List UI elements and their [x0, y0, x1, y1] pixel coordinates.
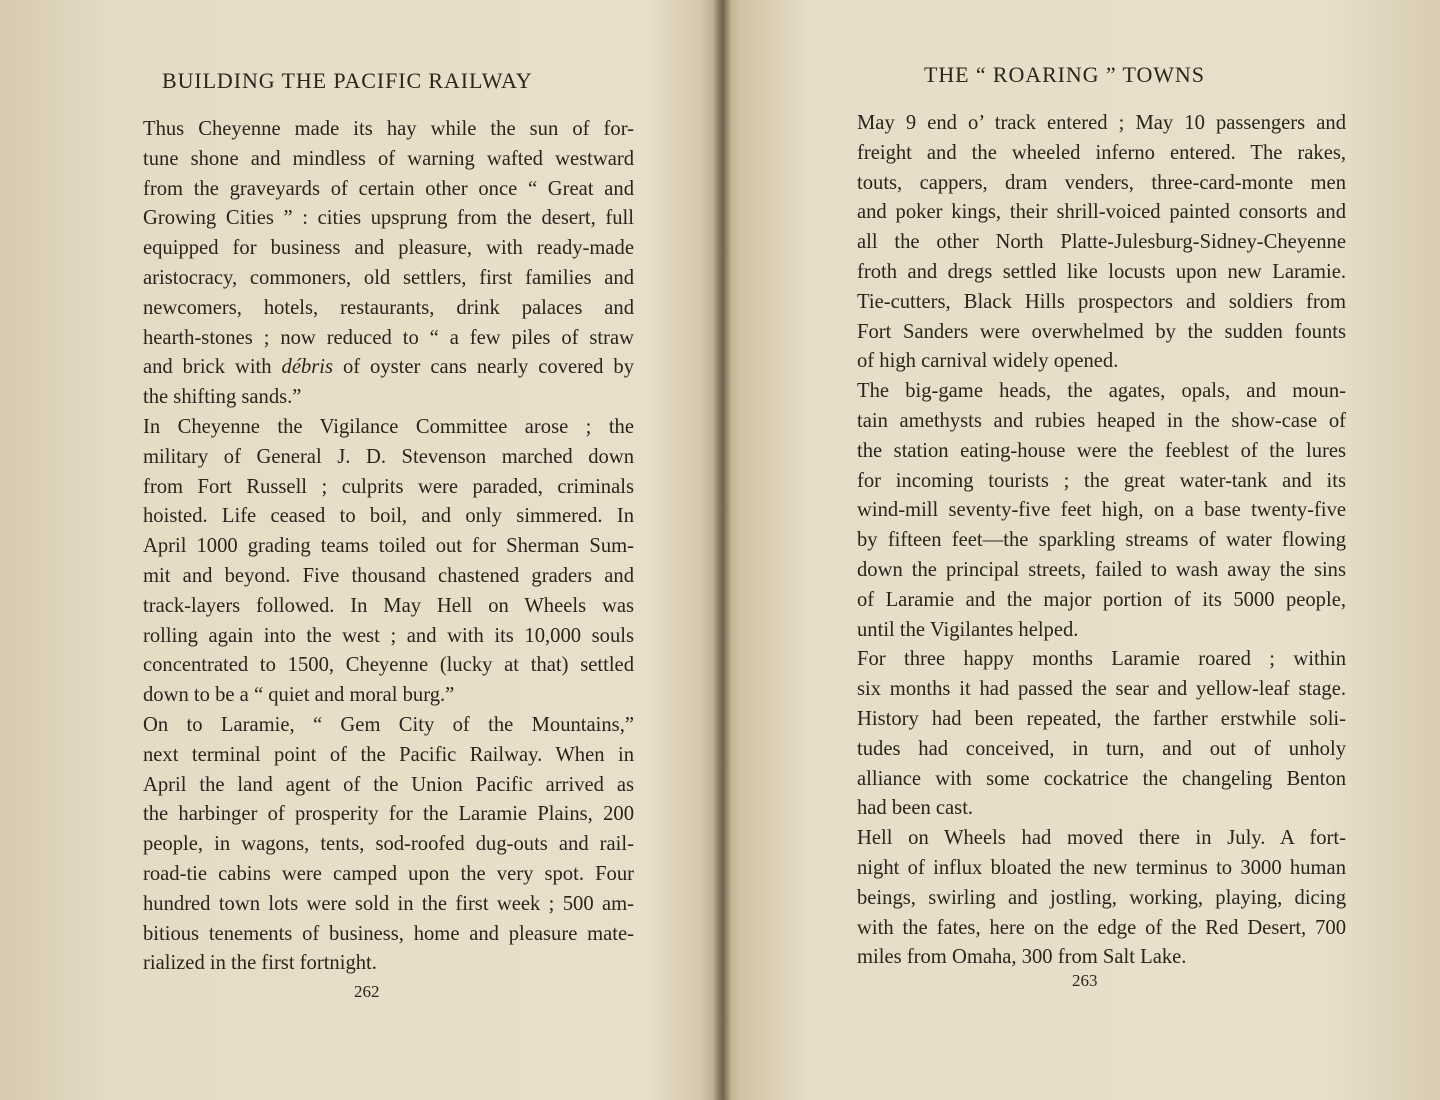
text-line: Growing Cities ” : cities upsprung from the desert, full — [143, 207, 634, 230]
left-paragraph-1 — [107, 115, 634, 413]
text-line: alliance with some cockatrice the changeling Benton — [857, 767, 1346, 790]
text-line: until the Vigilantes helped. — [857, 618, 1079, 641]
text-line: of high carnival widely opened. — [857, 350, 1119, 373]
text-line: April the land agent of the Union Pacific arrived as — [143, 773, 634, 796]
text-line: with the fates, here on the edge of the Red Desert, 700 — [857, 916, 1346, 939]
text-line: next terminal point of the Pacific Railway. When in — [143, 743, 634, 766]
text-line: down to be a “ quiet and moral burg.” — [143, 684, 455, 707]
text-line: For three happy months Laramie roared ; within — [857, 648, 1346, 671]
text-line: had been cast. — [857, 797, 974, 820]
text-line: road-tie cabins were camped upon the very spot. Four — [143, 862, 634, 885]
text-line: military of General J. D. Stevenson marched down — [143, 445, 634, 468]
text-line: and brick with débris of oyster cans nearly covered by — [143, 356, 634, 379]
left-running-head: BUILDING THE PACIFIC RAILWAY — [162, 68, 533, 93]
text-line: the shifting sands.” — [143, 386, 302, 409]
text-line: froth and dregs settled like locusts upon new Laramie. — [857, 260, 1346, 283]
text-line: In Cheyenne the Vigilance Committee arose ; the — [143, 415, 634, 438]
text-line: wind-mill seventy-five feet high, on a base twenty-five — [857, 499, 1346, 522]
text-line: for incoming tourists ; the great water-tank and its — [857, 469, 1346, 492]
text-line: aristocracy, commoners, old settlers, first families and — [143, 266, 634, 289]
text-line: six months it had passed the sear and yellow-leaf stage. — [857, 678, 1346, 701]
right-paragraph-2 — [821, 377, 1346, 645]
left-paragraph-2 — [107, 413, 634, 711]
text-line: hearth-stones ; now reduced to “ a few piles of straw — [143, 326, 634, 349]
text-line: tain amethysts and rubies heaped in the show-case of — [857, 409, 1346, 432]
text-line: by fifteen feet—the sparkling streams of water flowing — [857, 529, 1346, 552]
right-paragraph-1 — [821, 109, 1346, 377]
left-paragraph-3 — [107, 711, 634, 979]
text-line: people, in wagons, tents, sod-roofed dug-outs and rail- — [143, 833, 634, 856]
text-line: down the principal streets, failed to wash away the sins — [857, 558, 1346, 581]
right-page-number: 263 — [1072, 971, 1098, 990]
text-line: Thus Cheyenne made its hay while the sun of for- — [143, 118, 634, 140]
text-line: night of influx bloated the new terminus to 3000 human — [857, 856, 1346, 879]
right-paragraph-3 — [821, 645, 1346, 824]
text-line: of Laramie and the major portion of its 5000 people, — [857, 588, 1346, 611]
text-line: Tie-cutters, Black Hills prospectors and soldiers from — [857, 290, 1346, 313]
text-line: bitious tenements of business, home and pleasure mate- — [143, 922, 634, 945]
text-line: May 9 end o’ track entered ; May 10 passengers and — [857, 112, 1346, 134]
left-page-number: 262 — [354, 982, 380, 1001]
text-line: History had been repeated, the farther erstwhile soli- — [857, 707, 1346, 730]
text-line: all the other North Platte-Julesburg-Sidney-Cheyenne — [857, 231, 1346, 254]
text-line: newcomers, hotels, restaurants, drink palaces and — [143, 296, 634, 319]
left-page-text — [107, 115, 634, 979]
right-page — [722, 0, 1440, 1100]
text-line: and poker kings, their shrill-voiced painted consorts and — [857, 201, 1346, 224]
text-line: from Fort Russell ; culprits were paraded, criminals — [143, 475, 634, 498]
text-line: freight and the wheeled inferno entered. The rakes, — [857, 141, 1346, 164]
text-line: equipped for business and pleasure, with ready-made — [143, 237, 634, 260]
text-line: miles from Omaha, 300 from Salt Lake. — [857, 946, 1187, 969]
text-line: the station eating-house were the feeblest of the lures — [857, 439, 1346, 462]
text-line: Hell on Wheels had moved there in July. A fort- — [857, 827, 1346, 850]
text-line: from the graveyards of certain other once “ Great and — [143, 177, 634, 200]
text-line: tudes had conceived, in turn, and out of unholy — [857, 737, 1346, 760]
text-line: rialized in the first fortnight. — [143, 952, 377, 975]
text-line: Fort Sanders were overwhelmed by the sudden founts — [857, 320, 1346, 343]
text-line: the harbinger of prosperity for the Laramie Plains, 200 — [143, 803, 634, 826]
text-line: track-layers followed. In May Hell on Wheels was — [143, 594, 634, 617]
text-line: mit and beyond. Five thousand chastened graders and — [143, 564, 634, 587]
text-line: touts, cappers, dram venders, three-card-monte men — [857, 171, 1346, 194]
right-paragraph-4 — [821, 824, 1346, 973]
text-line: The big-game heads, the agates, opals, and moun- — [857, 380, 1346, 403]
text-line: hundred town lots were sold in the first week ; 500 am- — [143, 892, 634, 915]
text-line: concentrated to 1500, Cheyenne (lucky at that) settled — [143, 654, 634, 677]
text-line: On to Laramie, “ Gem City of the Mountains,” — [143, 713, 634, 736]
text-line: tune shone and mindless of warning wafted westward — [143, 147, 634, 170]
text-line: beings, swirling and jostling, working, playing, dicing — [857, 886, 1346, 909]
text-line: April 1000 grading teams toiled out for Sherman Sum- — [143, 535, 634, 558]
right-page-text — [821, 109, 1346, 973]
text-line: rolling again into the west ; and with its 10,000 souls — [143, 624, 634, 647]
right-running-head: THE “ ROARING ” TOWNS — [924, 62, 1205, 87]
text-line: hoisted. Life ceased to boil, and only simmered. In — [143, 505, 634, 528]
